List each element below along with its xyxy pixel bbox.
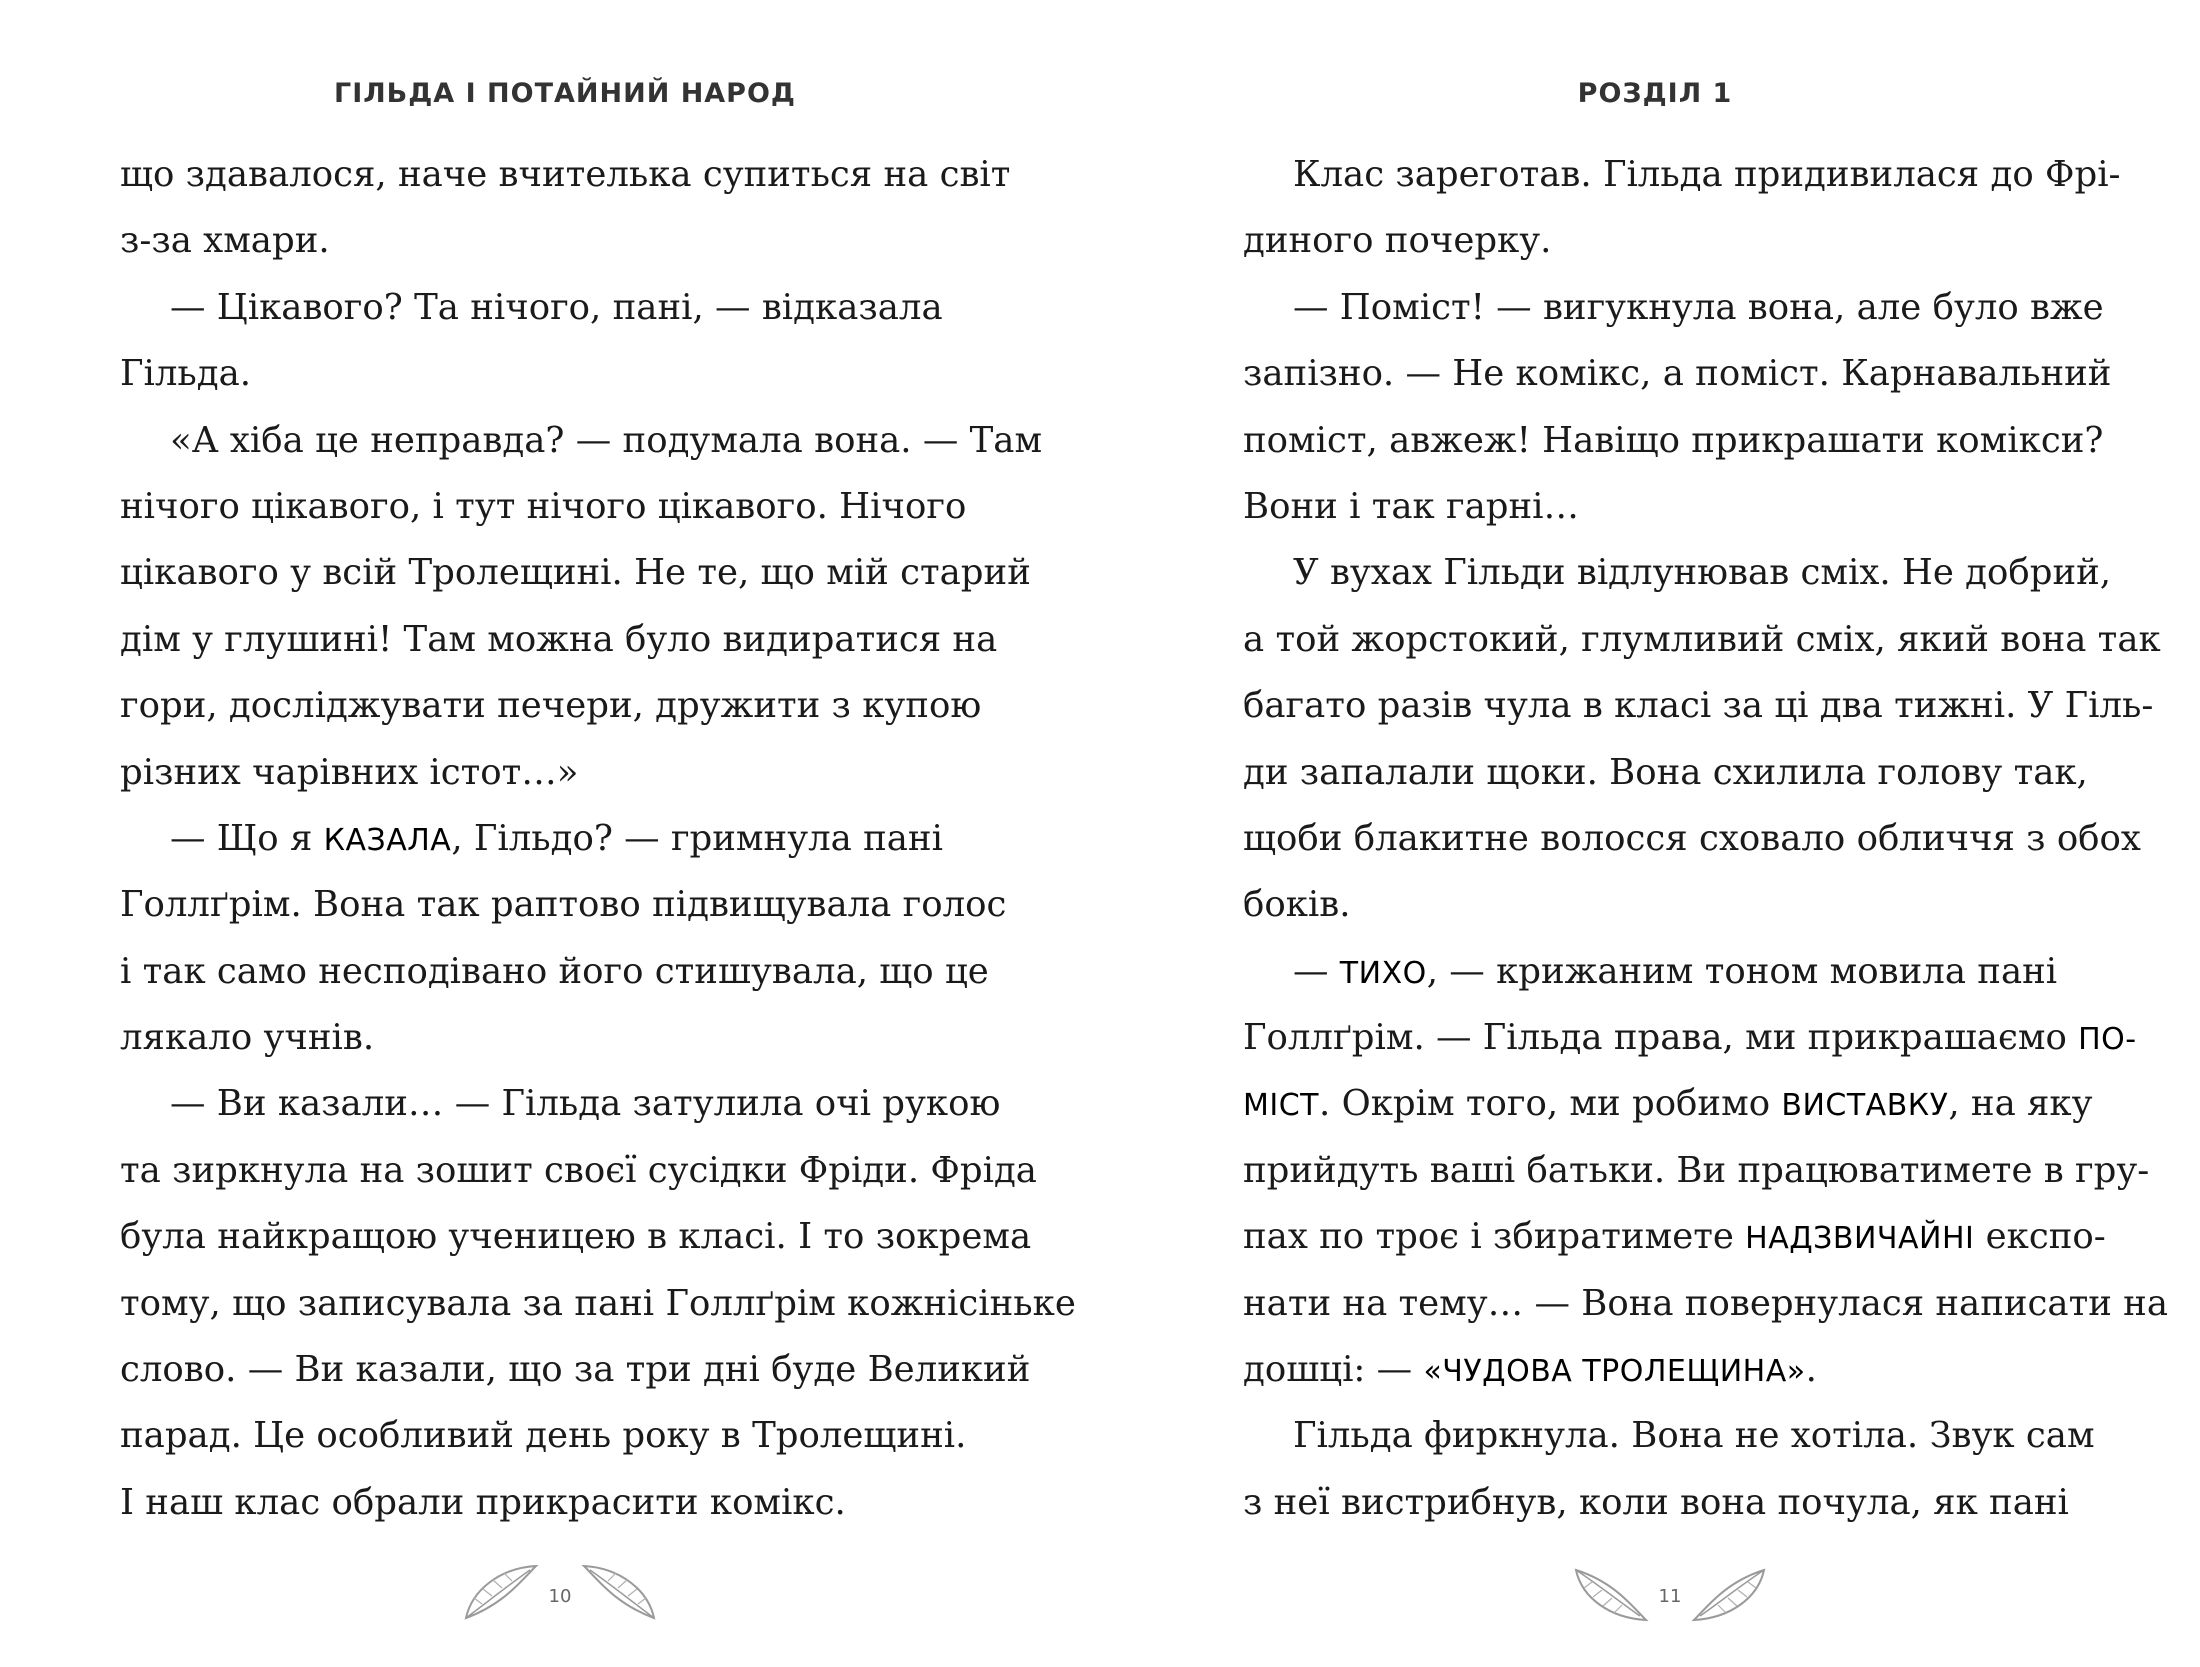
- text-line: [120, 216, 970, 282]
- text-line: [1243, 1013, 2137, 1079]
- text-line: [120, 1146, 1037, 1212]
- text-line: [1243, 1079, 2095, 1145]
- text-segment: слово. — Ви казали, що за три дні буде Великий: [120, 1349, 1031, 1391]
- text-line: [1243, 947, 2095, 1013]
- text-segment: , — крижаним тоном мовила пані: [1426, 950, 2058, 992]
- feather-right-icon: [1690, 1560, 1770, 1624]
- text-line: [1243, 482, 2095, 548]
- text-segment: нічого цікавого, і тут нічого цікавого. Нічого: [120, 485, 967, 527]
- text-segment: дошці: —: [1243, 1349, 1424, 1391]
- text-line: [1243, 283, 2104, 349]
- text-line: [120, 548, 1031, 614]
- text-segment: з неї вистрибнув, коли вона почула, як пані: [1243, 1481, 2069, 1523]
- text-segment: боків.: [1243, 884, 1351, 926]
- text-segment: та зиркнула на зошит своєї сусідки Фріди. Фріда: [120, 1149, 1037, 1191]
- text-segment: пах по троє і збиратимете: [1243, 1216, 1746, 1258]
- emphasized-text: ТИХО: [1339, 955, 1427, 991]
- text-line: [1243, 416, 2104, 482]
- right-page: [1100, 0, 2200, 1667]
- page-footer: [460, 1560, 660, 1630]
- text-segment: Гільда.: [120, 353, 252, 395]
- text-line: [120, 416, 1043, 482]
- page-text: [120, 150, 1076, 1544]
- text-line: [120, 283, 970, 349]
- text-segment: лякало учнів.: [120, 1017, 375, 1059]
- page-footer: [1570, 1560, 1770, 1630]
- running-head: ГІЛЬДА І ПОТАЙНИЙ НАРОД: [334, 78, 796, 109]
- emphasized-text: МІСТ: [1243, 1088, 1320, 1124]
- text-segment: тому, що записувала за пані Голлґрім кожнісіньке: [120, 1282, 1076, 1324]
- text-line: [120, 681, 982, 747]
- text-line: [1243, 748, 2095, 814]
- page-text: [1243, 150, 2168, 1544]
- feather-left-icon: [1570, 1560, 1650, 1624]
- text-segment: — Ви казали… — Гільда затулила очі рукою: [170, 1083, 1001, 1125]
- text-segment: запізно. — Не комікс, а поміст. Карнавальний: [1243, 353, 2112, 395]
- text-line: [120, 1411, 970, 1477]
- text-segment: ди запалали щоки. Вона схилила голову так,: [1243, 751, 2088, 793]
- text-segment: і так само несподівано його стишувала, що це: [120, 950, 989, 992]
- text-segment: щоби блакитне волосся сховало обличчя з обох: [1243, 817, 2141, 859]
- text-line: [1243, 681, 2154, 747]
- text-line: [120, 1345, 1031, 1411]
- text-line: [1243, 814, 2141, 880]
- text-segment: «А хіба це неправда? — подумала вона. — Там: [170, 419, 1043, 461]
- text-segment: У вухах Гільди відлунював сміх. Не добрий,: [1293, 552, 2112, 594]
- text-segment: парад. Це особливий день року в Тролещині.: [120, 1415, 967, 1457]
- text-segment: , Гільдо? — гримнула пані: [451, 817, 943, 859]
- text-segment: з-за хмари.: [120, 220, 330, 262]
- text-line: [120, 615, 998, 681]
- text-line: [1243, 349, 2112, 415]
- emphasized-text: НАДЗВИЧАЙНІ: [1745, 1221, 1975, 1257]
- feather-right-icon: [580, 1560, 660, 1624]
- text-line: [120, 1478, 970, 1544]
- text-segment: а той жорстокий, глумливий сміх, який вона так: [1243, 618, 2161, 660]
- text-segment: — Поміст! — вигукнула вона, але було вже: [1293, 286, 2104, 328]
- text-line: [120, 1013, 970, 1079]
- emphasized-text: ВИСТАВКУ: [1781, 1088, 1949, 1124]
- text-segment: експо-: [1974, 1216, 2106, 1258]
- text-segment: різних чарівних істот…»: [120, 751, 579, 793]
- emphasized-text: КАЗАЛА: [323, 822, 452, 858]
- text-line: [1243, 548, 2112, 614]
- text-line: [120, 748, 970, 814]
- emphasized-text: «ЧУДОВА ТРОЛЕЩИНА»: [1423, 1354, 1806, 1390]
- text-line: [1243, 880, 2095, 946]
- text-segment: Гільда фиркнула. Вона не хотіла. Звук сам: [1293, 1415, 2095, 1457]
- text-segment: — Цікавого? Та нічого, пані, — відказала: [170, 286, 943, 328]
- page-number: 11: [1658, 1586, 1682, 1607]
- text-line: [1243, 1146, 2150, 1212]
- text-segment: .: [1805, 1349, 1817, 1391]
- text-line: [120, 1079, 1001, 1145]
- running-head: РОЗДІЛ 1: [1577, 78, 1733, 109]
- text-line: [120, 814, 970, 880]
- text-line: [1243, 615, 2161, 681]
- text-line: [120, 947, 989, 1013]
- text-line: [1243, 216, 2095, 282]
- text-segment: Голлґрім. — Гільда права, ми прикрашаємо: [1243, 1017, 2079, 1059]
- text-line: [120, 1212, 1032, 1278]
- text-segment: що здавалося, наче вчителька супиться на світ: [120, 154, 1011, 195]
- text-segment: — Що я: [170, 817, 324, 859]
- text-segment: цікавого у всій Тролещині. Не те, що мій старий: [120, 552, 1031, 594]
- text-segment: Вони і так гарні…: [1243, 485, 1579, 527]
- text-line: [1243, 1345, 2095, 1411]
- text-segment: Клас зареготав. Гільда придивилася до Фрі-: [1293, 154, 2121, 195]
- text-segment: нати на тему… — Вона повернулася написати на: [1243, 1282, 2168, 1324]
- text-segment: була найкращою ученицею в класі. І то зокрема: [120, 1216, 1032, 1258]
- text-segment: диного почерку.: [1243, 220, 1552, 262]
- text-line: [1243, 1478, 2095, 1544]
- text-segment: багато разів чула в класі за ці два тижні. У Гіль-: [1243, 685, 2154, 727]
- text-segment: . Окрім того, ми робимо: [1319, 1083, 1782, 1125]
- text-segment: І наш клас обрали прикрасити комікс.: [120, 1481, 846, 1523]
- text-segment: поміст, авжеж! Навіщо прикрашати комікси?: [1243, 419, 2104, 461]
- text-line: [120, 880, 1007, 946]
- text-line: [1243, 1279, 2168, 1345]
- text-segment: , на яку: [1948, 1083, 2093, 1125]
- text-line: [120, 150, 1011, 216]
- text-line: [1243, 1411, 2095, 1477]
- feather-left-icon: [460, 1560, 540, 1624]
- page-number: 10: [548, 1586, 572, 1607]
- text-segment: гори, досліджувати печери, дружити з купою: [120, 685, 982, 727]
- text-line: [120, 1279, 1076, 1345]
- text-segment: прийдуть ваші батьки. Ви працюватимете в гру-: [1243, 1149, 2150, 1191]
- text-segment: Голлґрім. Вона так раптово підвищувала голос: [120, 884, 1007, 926]
- text-line: [1243, 1212, 2106, 1278]
- text-segment: дім у глушині! Там можна було видиратися на: [120, 618, 998, 660]
- text-line: [120, 482, 970, 548]
- text-line: [1243, 150, 2121, 216]
- text-segment: —: [1293, 950, 1340, 992]
- emphasized-text: ПО-: [2078, 1022, 2137, 1058]
- text-line: [120, 349, 970, 415]
